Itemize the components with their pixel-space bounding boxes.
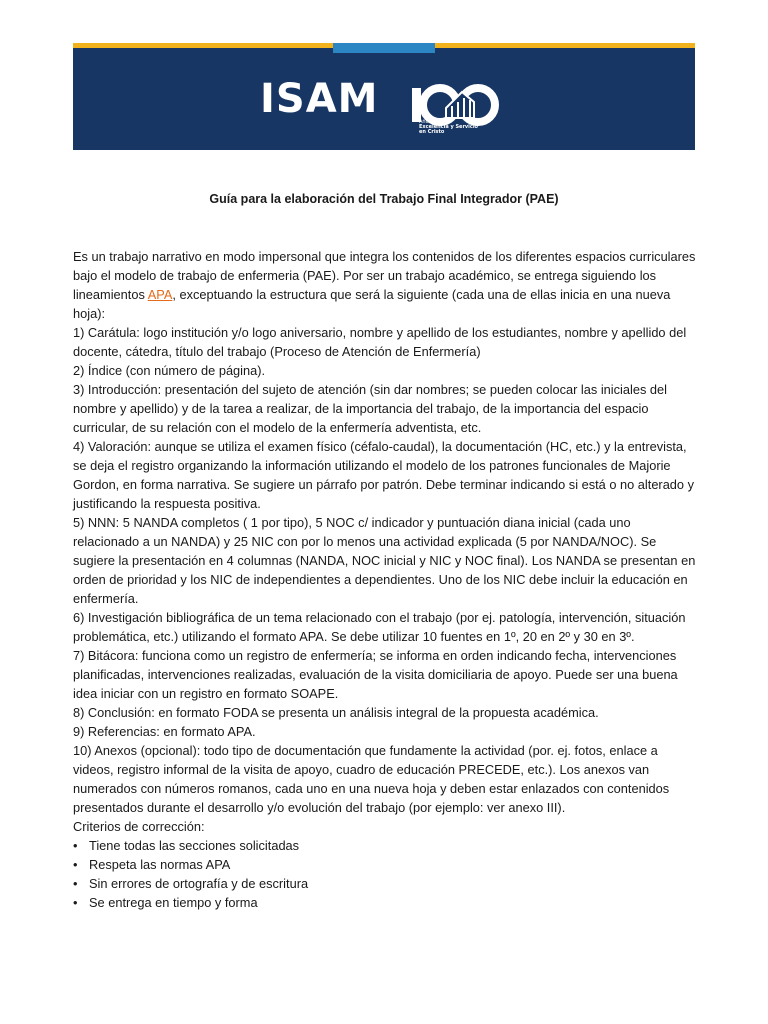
section-item: 6) Investigación bibliográfica de un tema relacionado con el trabajo (por ej. patología, intervención, situación problemática, etc.) utilizando el formato APA. Se debe utilizar 10 fuentes en 1º, 20 en 2º y 30 en 3º. (73, 610, 686, 644)
intro-paragraph: Es un trabajo narrativo en modo impersonal que integra los contenidos de los diferentes espacios curriculares bajo el modelo de trabajo de enfermeria (PAE). Por ser un trabajo académico, se entrega siguiendo los lineamientos APA, exceptuando la estructura que será la siguiente (cada una de ellas inicia en una nueva hoja): (73, 249, 696, 321)
section-item: 3) Introducción: presentación del sujeto de atención (sin dar nombres; se pueden colocar las iniciales del nombre y apellido) y de la tarea a realizar, de la importancia del trabajo, de la importancia del espacio curricular, de su relación con el modelo de la enfermería adventista, etc. (73, 382, 667, 435)
apa-link[interactable]: APA (147, 287, 173, 302)
criteria-item: • Tiene todas las secciones solicitadas (73, 836, 698, 855)
section-item: 4) Valoración: aunque se utiliza el examen físico (céfalo-caudal), la documentación (HC, etc.) y la entrevista, se deja el registro organizando la información utilizando el modelo de los patrones funcionales de Majorie Gordon, en forma narrativa. Se sugiere un párrafo por patrón. Debe terminar indicando si está o no alterado y justificando la respuesta positiva. (73, 439, 694, 511)
header-banner (73, 43, 695, 150)
criteria-list (73, 836, 698, 912)
section-item: 8) Conclusión: en formato FODA se presenta un análisis integral de la propuesta académica. (73, 705, 599, 720)
section-item: 7) Bitácora: funciona como un registro de enfermería; se informa en orden indicando fecha, intervenciones planificadas, intervenciones realizadas, evaluación de la visita domiciliaria de apoyo. Puede ser una buena idea iniciar con un registro en formato SOAPE. (73, 648, 678, 701)
document-title: Guía para la elaboración del Trabajo Final Integrador (PAE) (209, 192, 559, 206)
criteria-item: • Sin errores de ortografía y de escritura (73, 874, 698, 893)
criteria-item: • Se entrega en tiempo y forma (73, 893, 698, 912)
anniversary-caption: Años de Excelencia y Servicio en Cristo (419, 119, 478, 135)
document-body (73, 247, 698, 912)
section-item: 5) NNN: 5 NANDA completos ( 1 por tipo), 5 NOC c/ indicador y puntuación diana inicial (cada uno relacionado a un NANDA) y 25 NIC con por lo menos una actividad explicada (5 por NANDA/NOC). Se sugiere la presentación en 4 columnas (NANDA, NOC inicial y NIC y NOC final). Los NANDA se presentan en orden de prioridad y los NIC de independientes a dependientes. Uno de los NIC debe incluir la educación en enfermería. (73, 515, 696, 606)
criteria-heading: Criterios de corrección: (73, 819, 205, 834)
section-item: 1) Carátula: logo institución y/o logo aniversario, nombre y apellido de los estudiantes, nombre y apellido del docente, cátedra, título del trabajo (Proceso de Atención de Enfermería) (73, 325, 687, 359)
section-item: 2) Índice (con número de página). (73, 363, 266, 378)
banner-accent-tab (333, 43, 435, 53)
isam-logo: ISAM (260, 76, 379, 122)
section-item: 9) Referencias: en formato APA. (73, 724, 256, 739)
section-item: 10) Anexos (opcional): todo tipo de documentación que fundamente la actividad (por. ej. fotos, enlace a videos, registro informal de la visita de apoyo, cuadro de educación PRECEDE, etc.). Los anexos van numerados con números romanos, cada uno en una nueva hoja y deben estar enlazados con contenidos presentados durante el desarrollo y/o evolución del trabajo (por ejemplo: ver anexo III). (73, 743, 670, 815)
criteria-item: • Respeta las normas APA (73, 855, 698, 874)
